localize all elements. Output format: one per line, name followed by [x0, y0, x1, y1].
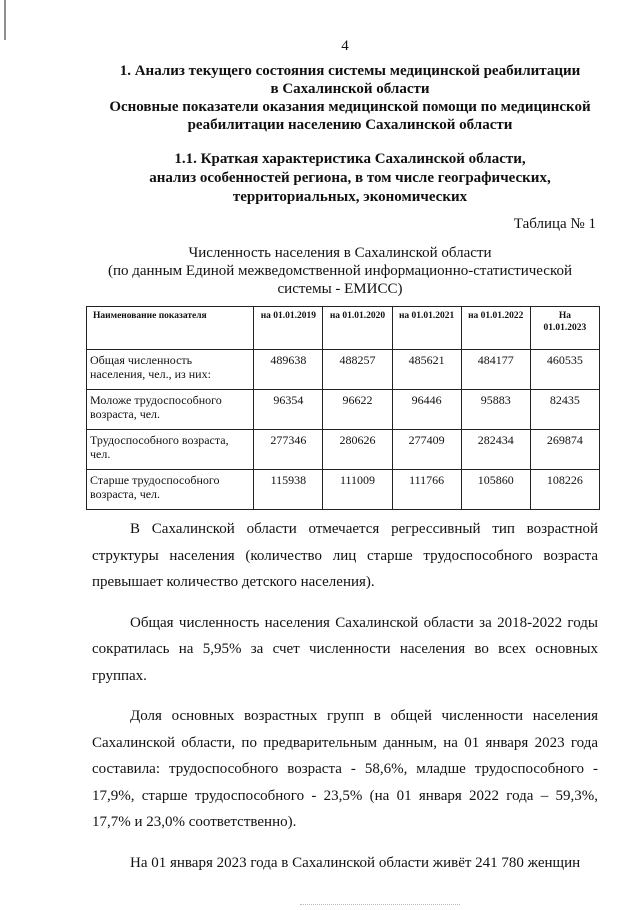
scan-bottom-marks	[300, 904, 460, 906]
subsection-heading-line: 1.1. Краткая характеристика Сахалинской области,	[174, 151, 526, 167]
page-number: 4	[341, 38, 349, 54]
header-2020: на 01.01.2020	[323, 307, 392, 350]
header-indicator-name: Наименование показателя	[87, 307, 254, 350]
section-heading-line: реабилитации населению Сахалинской области	[187, 117, 513, 133]
cell-2020: 96622	[323, 390, 392, 430]
section-heading-line: 1. Анализ текущего состояния системы медицинской реабилитации	[119, 63, 581, 79]
body-paragraph: Доля основных возрастных групп в общей численности населения Сахалинской области, по предварительным данным, на 01 января 2023 года составила: трудоспособного возраста - 58,6%, младше трудоспособного - 17,9%, старше трудоспособного - 23,5% (на 01 января 2022 года – 59,3%, 17,7% и 23,0% соответственно).	[92, 708, 598, 830]
cell-2019: 489638	[254, 350, 323, 390]
body-text	[92, 516, 598, 876]
cell-2023: 108226	[530, 470, 599, 510]
cell-2022: 95883	[461, 390, 530, 430]
cell-2019: 115938	[254, 470, 323, 510]
section-heading	[90, 62, 610, 134]
scan-edge-mark	[4, 0, 6, 40]
cell-2021: 111766	[392, 470, 461, 510]
header-2023	[530, 307, 599, 350]
body-paragraph: В Сахалинской области отмечается регрессивный тип возрастной структуры населения (количество лиц старше трудоспособного возраста превышает количество детского населения).	[92, 521, 598, 590]
table-caption-line: системы - ЕМИСС)	[277, 281, 403, 297]
cell-2021: 96446	[392, 390, 461, 430]
cell-2019: 96354	[254, 390, 323, 430]
cell-2022: 105860	[461, 470, 530, 510]
row-indicator-name: Моложе трудоспособного возраста, чел.	[87, 390, 254, 430]
cell-2019: 277346	[254, 430, 323, 470]
cell-2021: 485621	[392, 350, 461, 390]
table-caption-line: (по данным Единой межведомственной информационно-статистической	[107, 263, 573, 279]
cell-2022: 484177	[461, 350, 530, 390]
body-paragraph: Общая численность населения Сахалинской области за 2018-2022 годы сократилась на 5,95% за счет численности населения во всех основных группах.	[92, 614, 598, 684]
population-table	[86, 306, 600, 510]
body-paragraph: На 01 января 2023 года в Сахалинской области живёт 241 780 женщин	[130, 854, 581, 871]
table-caption-line: Численность населения в Сахалинской области	[188, 245, 492, 261]
table-row	[87, 470, 600, 510]
cell-2021: 277409	[392, 430, 461, 470]
subsection-heading-line: территориальных, экономических	[232, 189, 468, 205]
cell-2023: 82435	[530, 390, 599, 430]
header-2023-line: На	[558, 311, 571, 321]
subsection-heading	[90, 150, 610, 207]
header-2019: на 01.01.2019	[254, 307, 323, 350]
row-indicator-name: Трудоспособного возраста, чел.	[87, 430, 254, 470]
header-2021: на 01.01.2021	[392, 307, 461, 350]
table-label: Таблица № 1	[513, 216, 596, 232]
table-row	[87, 390, 600, 430]
row-indicator-name: Общая численность населения, чел., из них:	[87, 350, 254, 390]
cell-2023: 460535	[530, 350, 599, 390]
header-2022: на 01.01.2022	[461, 307, 530, 350]
cell-2020: 111009	[323, 470, 392, 510]
table-row	[87, 430, 600, 470]
section-heading-line: Основные показатели оказания медицинской помощи по медицинской	[109, 99, 591, 115]
subsection-heading-line: анализ особенностей региона, в том числе географических,	[149, 170, 551, 186]
header-2023-line: 01.01.2023	[543, 323, 587, 333]
table-caption	[80, 244, 600, 298]
cell-2022: 282434	[461, 430, 530, 470]
cell-2020: 280626	[323, 430, 392, 470]
cell-2020: 488257	[323, 350, 392, 390]
table-header-row	[87, 307, 600, 350]
row-indicator-name: Старше трудоспособного возраста, чел.	[87, 470, 254, 510]
section-heading-line: в Сахалинской области	[270, 81, 430, 97]
cell-2023: 269874	[530, 430, 599, 470]
table-row	[87, 350, 600, 390]
